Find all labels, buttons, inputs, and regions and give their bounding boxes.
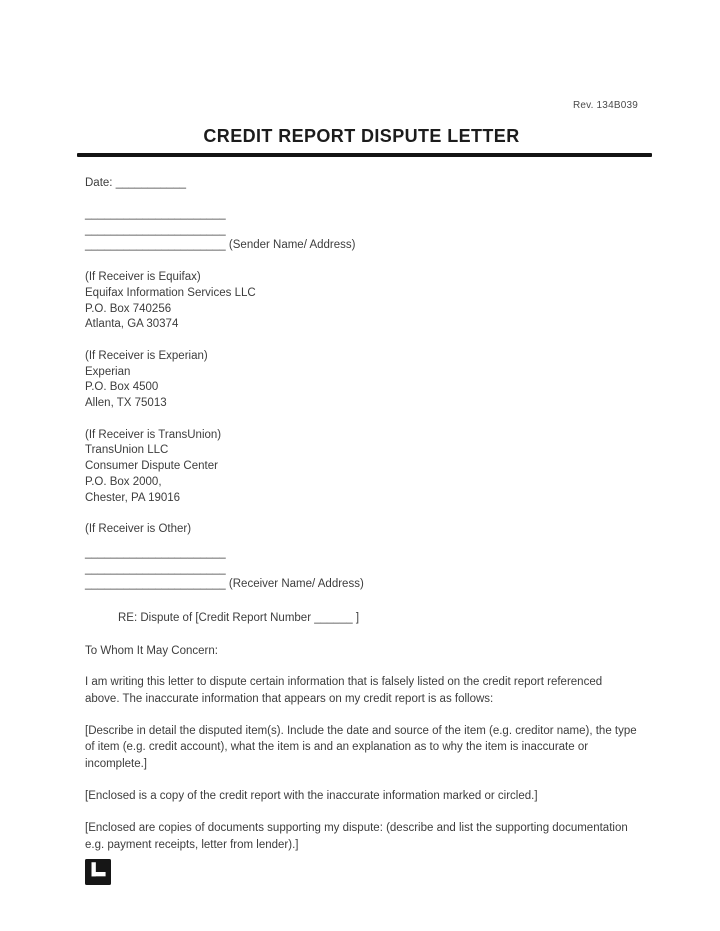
revision-number: Rev. 134B039: [572, 100, 638, 111]
date-blank: ___________: [115, 177, 187, 189]
date-line: [85, 176, 638, 191]
receiver-blank-line-3: ______________________: [85, 578, 226, 591]
legal-templates-logo: [85, 859, 111, 885]
receiver-name-line: [85, 577, 638, 593]
re-suffix: ]: [355, 612, 360, 625]
receiver-label: (Receiver Name/ Address): [228, 578, 364, 591]
receiver-condition: (If Receiver is Experian): [85, 349, 208, 362]
receiver-address-line: Chester, PA 19016: [85, 491, 181, 504]
salutation: To Whom It May Concern:: [85, 645, 218, 658]
receiver-other-block: [85, 522, 638, 593]
body-paragraph-4: [Enclosed are copies of documents supporting my dispute: (describe and list the supporting documentation e.g. payment receipts, letter from lender).]: [85, 821, 628, 851]
sender-blank-line-3: ______________________: [85, 239, 226, 252]
receiver-address-line: Consumer Dispute Center: [85, 460, 218, 473]
sender-block: [85, 207, 638, 254]
body-paragraph-2: [Describe in detail the disputed item(s). Include the date and source of the item (e.g. creditor name), the type of item (e.g. credit account), what the item is and an explanation as to why the item is inaccurate or incomplete.]: [85, 724, 637, 771]
receiver-address-line: Equifax Information Services LLC: [85, 286, 256, 299]
receiver-condition: (If Receiver is Equifax): [85, 271, 201, 284]
receiver-address-line: P.O. Box 4500: [85, 381, 159, 394]
title-divider: [77, 153, 652, 157]
sender-blank-line-2: ______________________: [85, 223, 226, 236]
body-paragraph-3: [Enclosed is a copy of the credit report with the inaccurate information marked or circled.]: [85, 790, 538, 803]
receiver-address-line: P.O. Box 2000,: [85, 475, 162, 488]
receiver-address-line: P.O. Box 740256: [85, 302, 172, 315]
receiver-address-line: Experian: [85, 365, 131, 378]
re-blank: ______: [314, 612, 353, 625]
receiver-condition: (If Receiver is TransUnion): [85, 428, 222, 441]
receiver-address-line: Atlanta, GA 30374: [85, 318, 179, 331]
body-paragraph-1: I am writing this letter to dispute certain information that is falsely listed on the credit report referenced above. The inaccurate information that appears on my credit report is as follows:: [85, 676, 603, 705]
receiver-blank-group: [85, 546, 638, 593]
legal-templates-logo-icon: [85, 859, 111, 885]
receiver-blank-line-2: ______________________: [85, 562, 226, 575]
sender-label: (Sender Name/ Address): [228, 239, 356, 252]
receiver-equifax-block: [85, 270, 638, 333]
date-label: Date:: [85, 177, 113, 189]
re-subject-line: [118, 610, 638, 626]
sender-blank-line-1: ______________________: [85, 208, 226, 220]
sender-name-line: [85, 238, 638, 254]
receiver-experian-block: [85, 349, 638, 412]
receiver-address-line: Allen, TX 75013: [85, 397, 167, 410]
receiver-transunion-block: [85, 428, 638, 507]
receiver-address-line: TransUnion LLC: [85, 444, 169, 457]
receiver-condition: (If Receiver is Other): [85, 523, 192, 536]
receiver-blank-line-1: ______________________: [85, 546, 226, 559]
re-prefix: RE: Dispute of [Credit Report Number: [118, 612, 312, 625]
page-title: CREDIT REPORT DISPUTE LETTER: [203, 126, 520, 146]
